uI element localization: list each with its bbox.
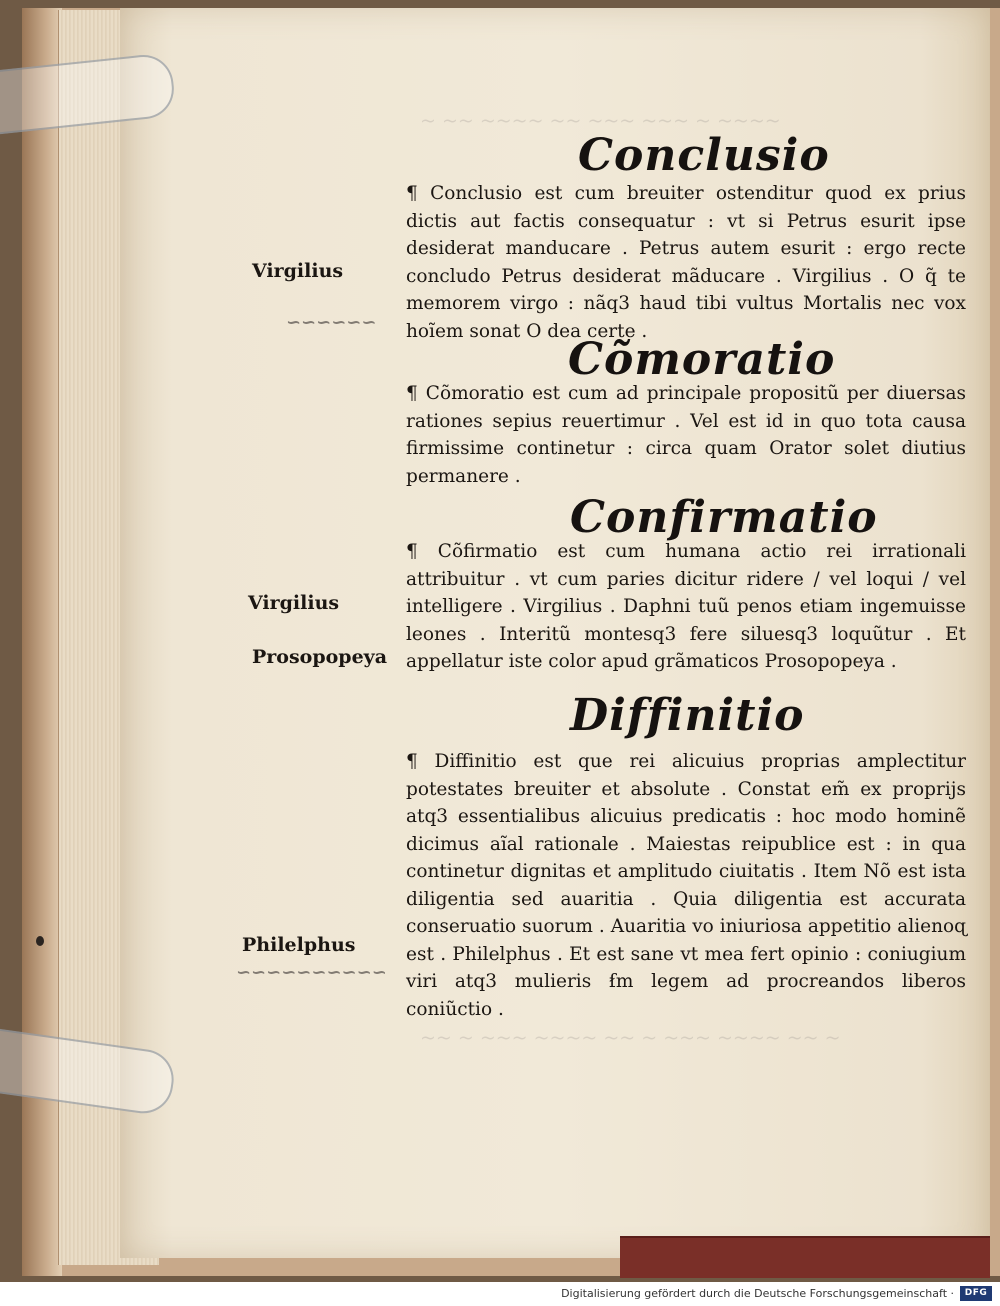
binding-strip (620, 1236, 990, 1278)
footer-credit: Digitalisierung gefördert durch die Deutsche Forschungsgemeinschaft · (561, 1287, 954, 1300)
show-through-margin-gloss: ~~~~~~ (286, 312, 377, 333)
show-through-texture: ~~ ~ ~~~ ~~~~ ~~ ~ ~~~ ~~~~ ~~ ~ (420, 1027, 841, 1049)
section-text-conclusio: ¶ Conclusio est cum breuiter ostenditur quod ex prius dictis aut factis consequatur : vt si Petrus esurit ipse desiderat manducare . Petrus autem esurit : ergo recte concludo Petrus desiderat mãducare . Virgilius . O q̃ te memorem virgo : nãq3 haud tibi vultus Mortalis nec vox hoĩem sonat O dea certe . (406, 183, 967, 342)
margin-note: Philelphus (242, 934, 356, 956)
section-heading-commoratio: Cõmoratio (568, 334, 836, 385)
margin-note: Virgilius (248, 592, 340, 614)
margin-note: Prosopopeya (252, 646, 388, 668)
section-heading-diffinitio: Diffinitio (570, 690, 805, 741)
margin-note: Virgilius (252, 260, 344, 282)
section-heading-conclusio: Conclusio (578, 130, 830, 181)
section-text-commoratio: ¶ Cõmoratio est cum ad principale propositũ per diuersas rationes sepius reuertimur . Vel est id in quo tota causa firmissime continetur : circa quam Orator solet diutius permanere . (406, 383, 967, 487)
section-heading-confirmatio: Confirmatio (570, 492, 878, 543)
section-text-confirmatio: ¶ Cõfirmatio est cum humana actio rei irrationali attribuitur . vt cum paries dicitur ridere / vel loqui / vel intelligere . Virgilius . Daphni tuũ penos etiam ingemuisse leones . Interitũ montesq3 fere siluesq3 loquũtur . Et appellatur iste color apud grãmaticos Prosopopeya . (406, 541, 966, 672)
section-text-diffinitio: ¶ Diffinitio est que rei alicuius proprias amplectitur potestates breuiter et absolute . Constat em̃ ex proprijs atq3 essentialibus alicuius predicatis : hoc modo hominẽ dicimus aĩal rationale . Maiestas reipublice est : in qua continetur dignitas et amplitudo ciuitatis . Item Nõ est ista diligentia sed auaritia . Quia diligentia est accurata conseruatio suorum . Auaritia vo iniuriosa appetitio alienoɋ est . Philelphus . Et est sane vt mea fert opinio : coniugium viri atq3 mulieris ẜm legem ad procreandos liberos coniũctio . (406, 751, 966, 1020)
show-through-texture: ~ ~~ ~~~~ ~~ ~~~ ~~~ ~ ~~~~ (420, 110, 781, 132)
show-through-margin-gloss: ~~~~~~~~~~ (236, 962, 387, 983)
dfg-logo: DFG (960, 1286, 992, 1301)
binding-nail (36, 936, 44, 946)
footer-bar (0, 1282, 1000, 1306)
